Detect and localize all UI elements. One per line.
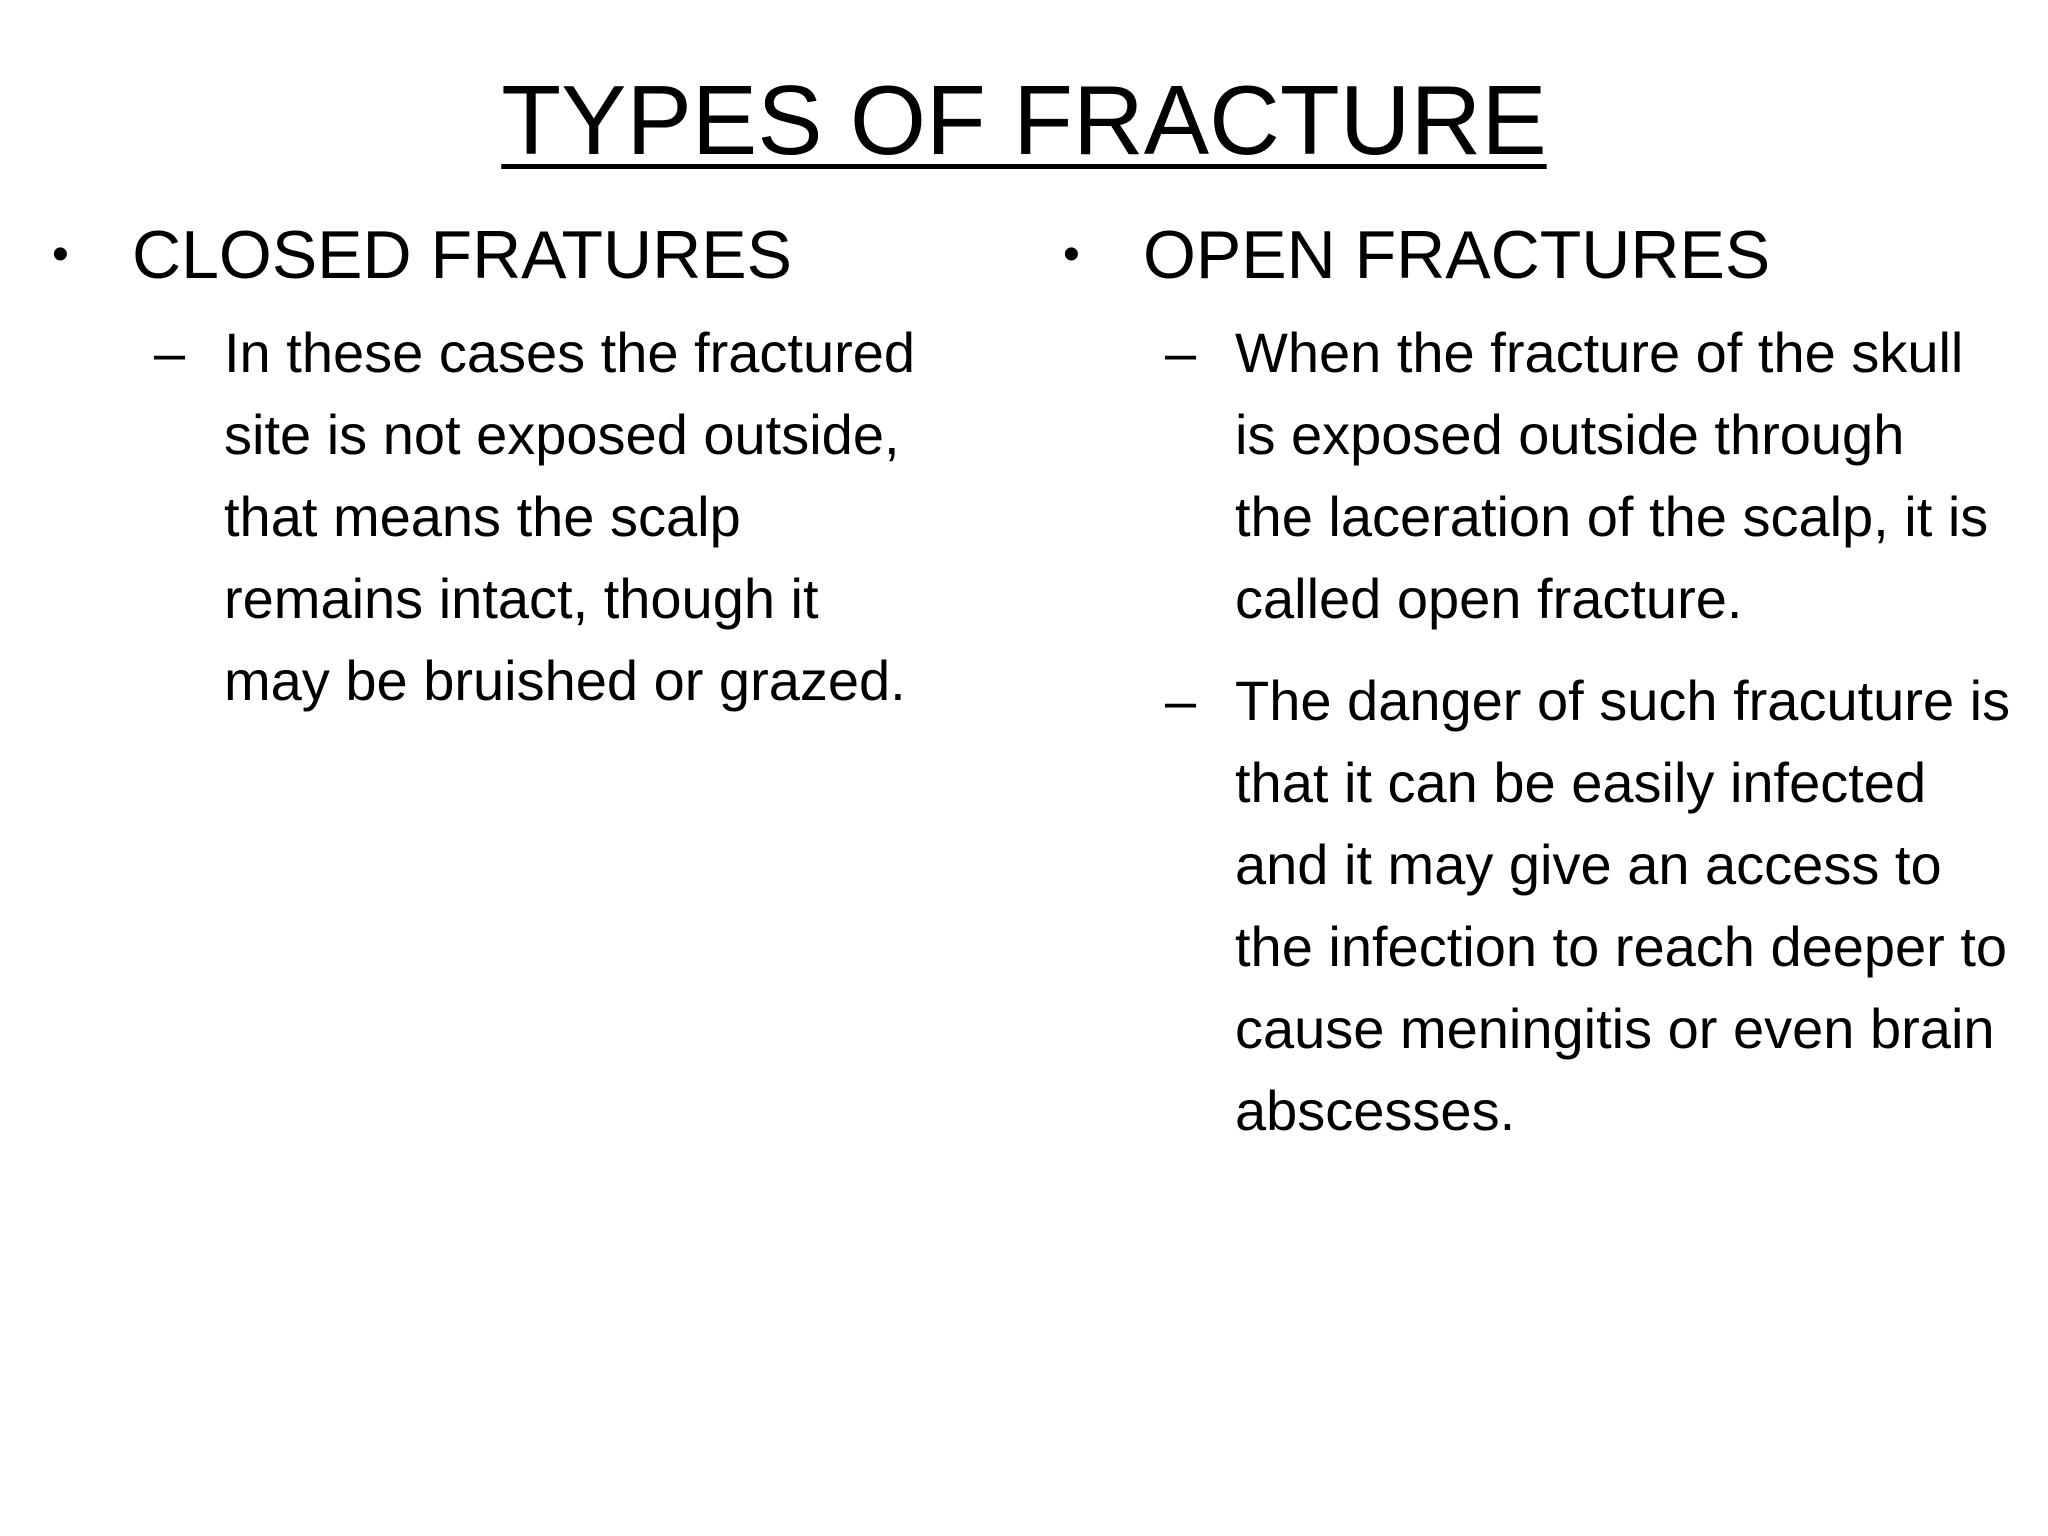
bullet-closed-fractures [52, 210, 952, 300]
dash-icon: – [1165, 321, 1197, 384]
dash-icon: – [1165, 669, 1197, 732]
bullet-icon: • [1063, 228, 1080, 281]
heading-open-fractures: OPEN FRACTURES [1143, 217, 1771, 293]
sub-point-text: The danger of such fracuture is that it can be easily infected and it may give an access to the infection to reach deeper to cause meningitis or even brain abscesses. [1235, 669, 2011, 1142]
dash-icon: – [154, 321, 186, 384]
sub-point [1165, 660, 2023, 1152]
heading-closed-fractures: CLOSED FRATURES [132, 217, 792, 293]
bullet-open-fractures [1063, 210, 2023, 300]
open-fractures-points [1165, 312, 2023, 1152]
sub-point-text: When the fracture of the skull is exposed outside through the laceration of the scalp, it is called open fracture. [1235, 321, 1989, 630]
sub-point [154, 312, 952, 722]
closed-fractures-points [154, 312, 952, 722]
sub-point-text: In these cases the fractured site is not exposed outside, that means the scalp remains intact, though it may be bruished or grazed. [224, 321, 916, 712]
slide-title-text: TYPES OF FRACTURE [501, 65, 1547, 175]
slide-title [0, 60, 2048, 180]
bullet-icon: • [52, 228, 69, 281]
left-column [52, 210, 952, 742]
sub-point [1165, 312, 2023, 640]
right-column [1063, 210, 2023, 1172]
